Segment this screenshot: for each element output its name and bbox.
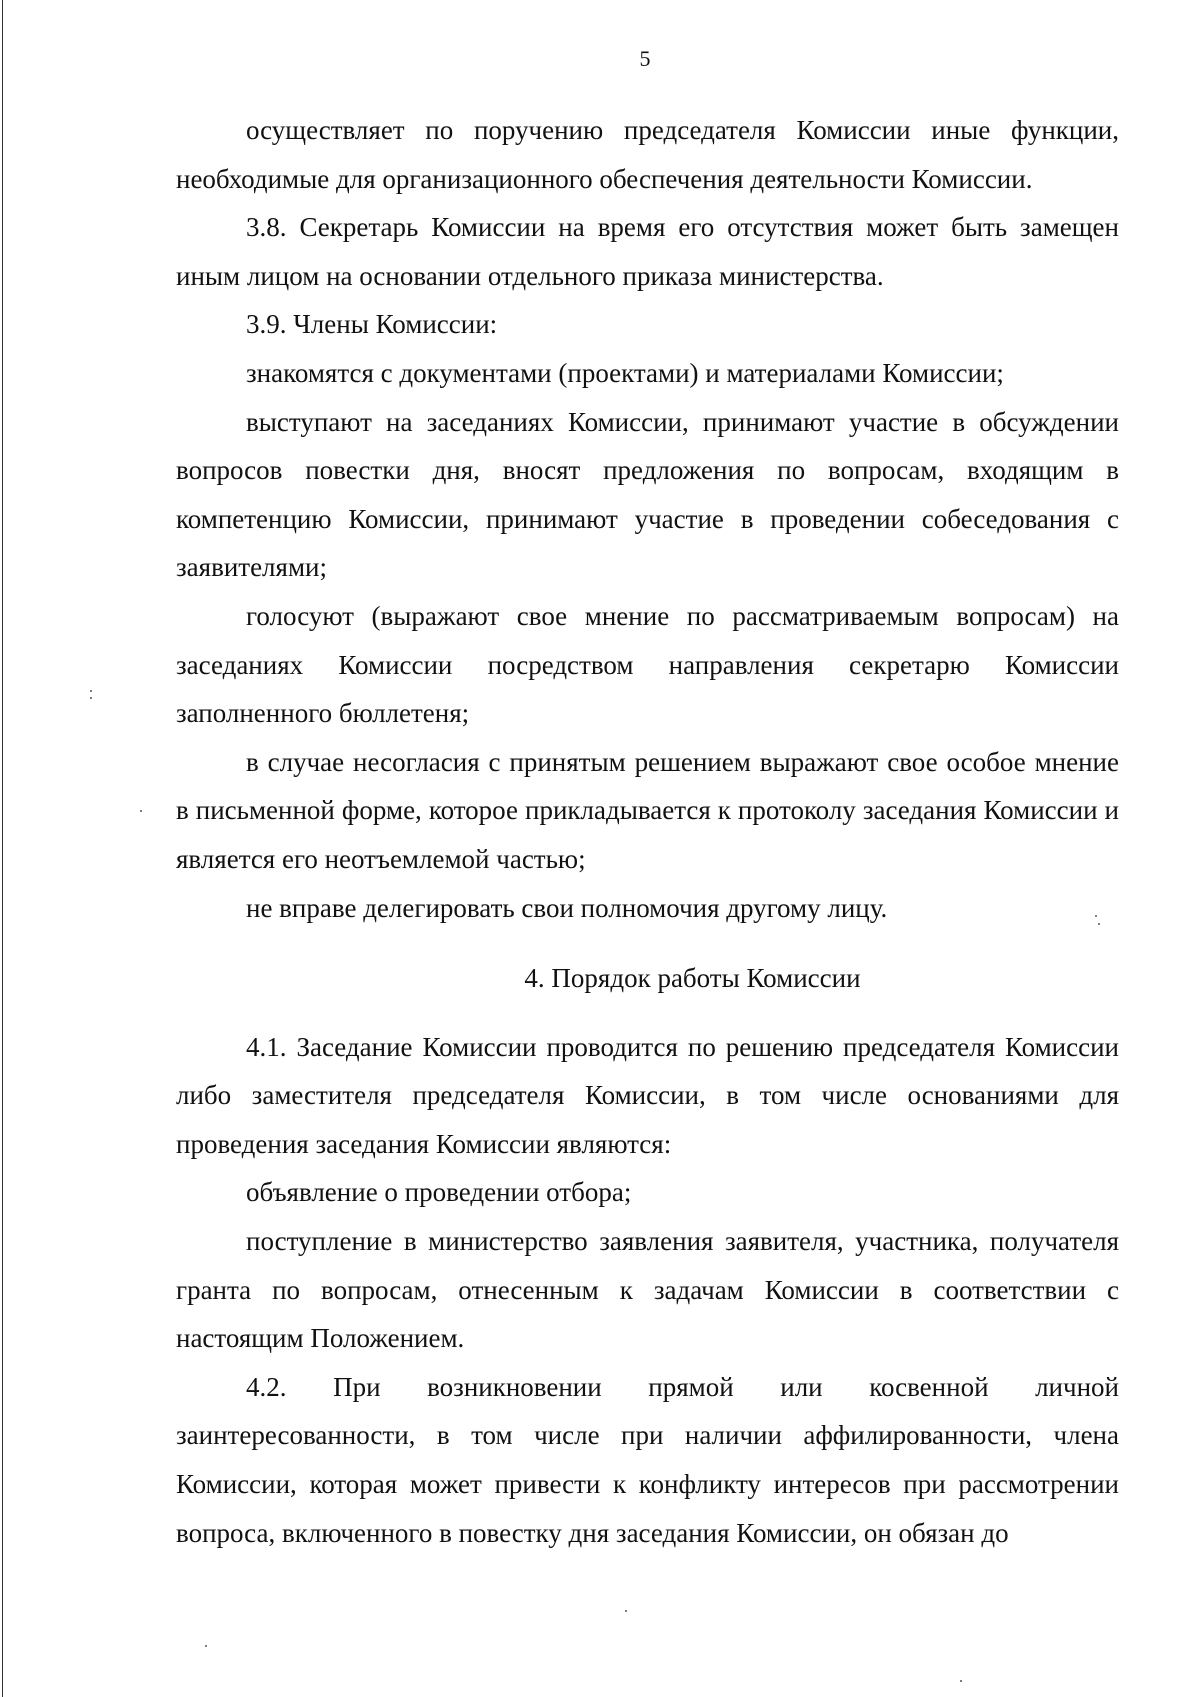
scan-speck — [90, 697, 92, 699]
list-item-dissent: в случае несогласия с принятым решением выражают свое особое мнение в письменной форме, которое прикладывается к протоколу заседания Комиссии и является его неотъемлемой частью; — [176, 746, 1119, 874]
scan-speck — [625, 1610, 627, 1612]
scan-speck — [960, 1680, 962, 1682]
section-heading: 4. Порядок работы Комиссии — [524, 963, 861, 994]
paragraph-3-9: 3.9. Члены Комиссии: — [246, 309, 498, 340]
list-item-announcement: объявление о проведении отбора; — [246, 1177, 632, 1208]
paragraph-4-1: 4.1. Заседание Комиссии проводится по решению председателя Комиссии либо заместителя председателя Комиссии, в том числе основаниями для проведения заседания Комиссии являются: — [176, 1031, 1119, 1159]
list-item-vote: голосуют (выражают свое мнение по рассматриваемым вопросам) на заседаниях Комиссии посредством направления секретарю Комиссии заполненного бюллетеня; — [176, 600, 1119, 729]
list-item-application: поступление в министерство заявления заявителя, участника, получателя гранта по вопросам, отнесенным к задачам Комиссии в соответствии с настоящим Положением. — [176, 1226, 1119, 1354]
scan-edge-line — [2, 0, 3, 1697]
paragraph-4-2: 4.2. При возникновении прямой или косвенной личной заинтересованности, в том числе при наличии аффилированности, члена Комиссии, которая может привести к конфликту интересов при рассмотрении вопроса, включенного в повестку дня заседания Комиссии, он обязан до — [176, 1371, 1119, 1548]
scan-speck — [90, 690, 92, 692]
list-item-speak: выступают на заседаниях Комиссии, принимают участие в обсуждении вопросов повестки дня, вносят предложения по вопросам, входящим в компетенцию Комиссии, принимают участие в проведении собеседования с заявителями; — [176, 406, 1119, 583]
list-item-documents: знакомятся с документами (проектами) и материалами Комиссии; — [246, 357, 1004, 388]
list-item-no-delegation: не вправе делегировать свои полномочия другому лицу. — [246, 892, 888, 923]
document-body — [176, 106, 1119, 1557]
scan-speck — [140, 810, 142, 812]
paragraph-continuation: осуществляет по поручению председателя Комиссии иные функции, необходимые для организационного обеспечения деятельности Комиссии. — [176, 115, 1119, 194]
page-number: 5 — [639, 46, 651, 71]
paragraph-3-8: 3.8. Секретарь Комиссии на время его отсутствия может быть замещен иным лицом на основании отдельного приказа министерства. — [176, 212, 1119, 291]
scan-speck — [205, 1645, 207, 1647]
